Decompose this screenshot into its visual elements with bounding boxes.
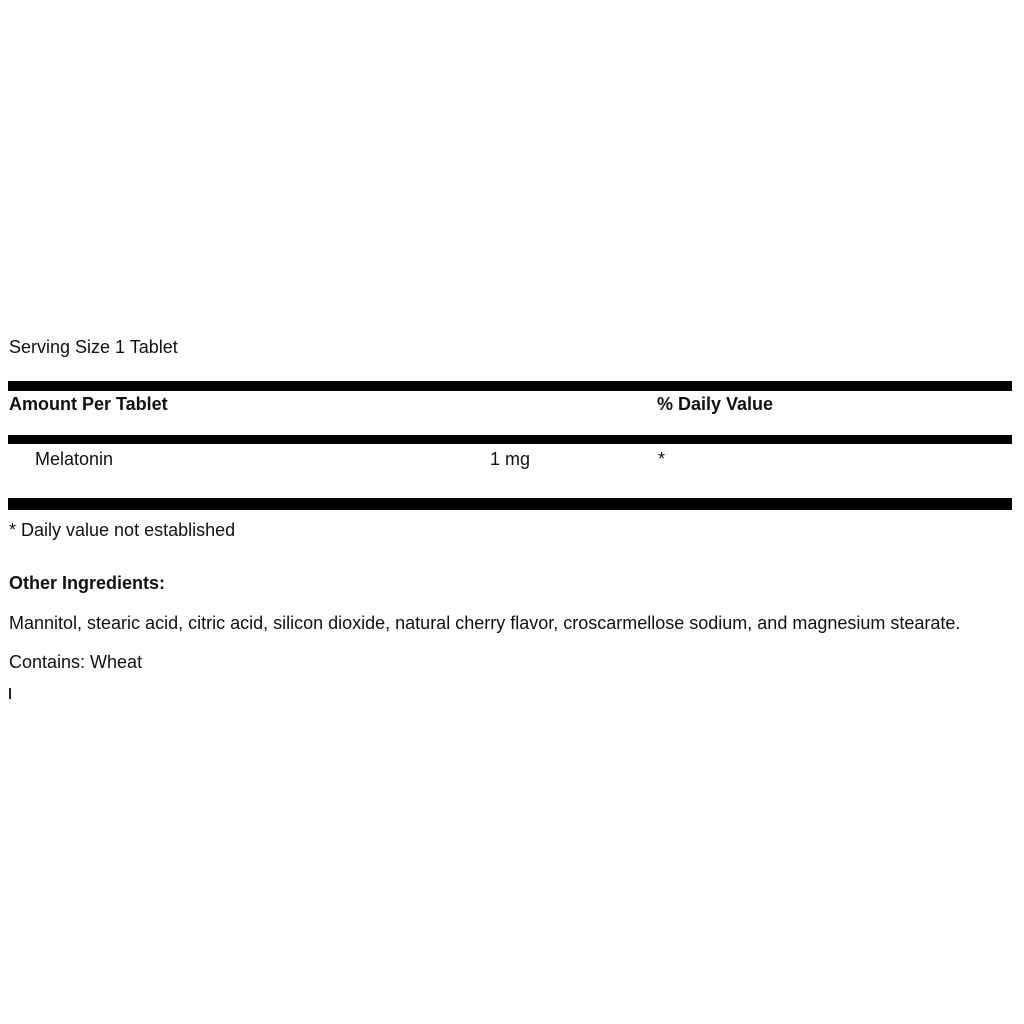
allergen-contains-statement: Contains: Wheat bbox=[9, 652, 143, 672]
table-top-rule bbox=[8, 381, 1012, 391]
table-bottom-rule bbox=[8, 498, 1012, 510]
amount-per-tablet-header: Amount Per Tablet bbox=[9, 394, 168, 414]
percent-daily-value-header: % Daily Value bbox=[657, 394, 774, 414]
other-ingredients-list: Mannitol, stearic acid, citric acid, silicon dioxide, natural cherry flavor, croscarmellose sodium, and magnesium stearate. bbox=[9, 613, 961, 633]
ingredient-row-amount: 1 mg bbox=[490, 449, 531, 469]
daily-value-footnote: * Daily value not established bbox=[9, 520, 236, 540]
serving-size-text: Serving Size 1 Tablet bbox=[9, 337, 178, 357]
ingredient-row-name: Melatonin bbox=[35, 449, 114, 469]
ingredient-row-daily-value: * bbox=[658, 449, 666, 469]
stray-tick-mark bbox=[9, 688, 11, 699]
other-ingredients-heading: Other Ingredients: bbox=[9, 573, 166, 593]
table-header-rule bbox=[8, 435, 1012, 444]
